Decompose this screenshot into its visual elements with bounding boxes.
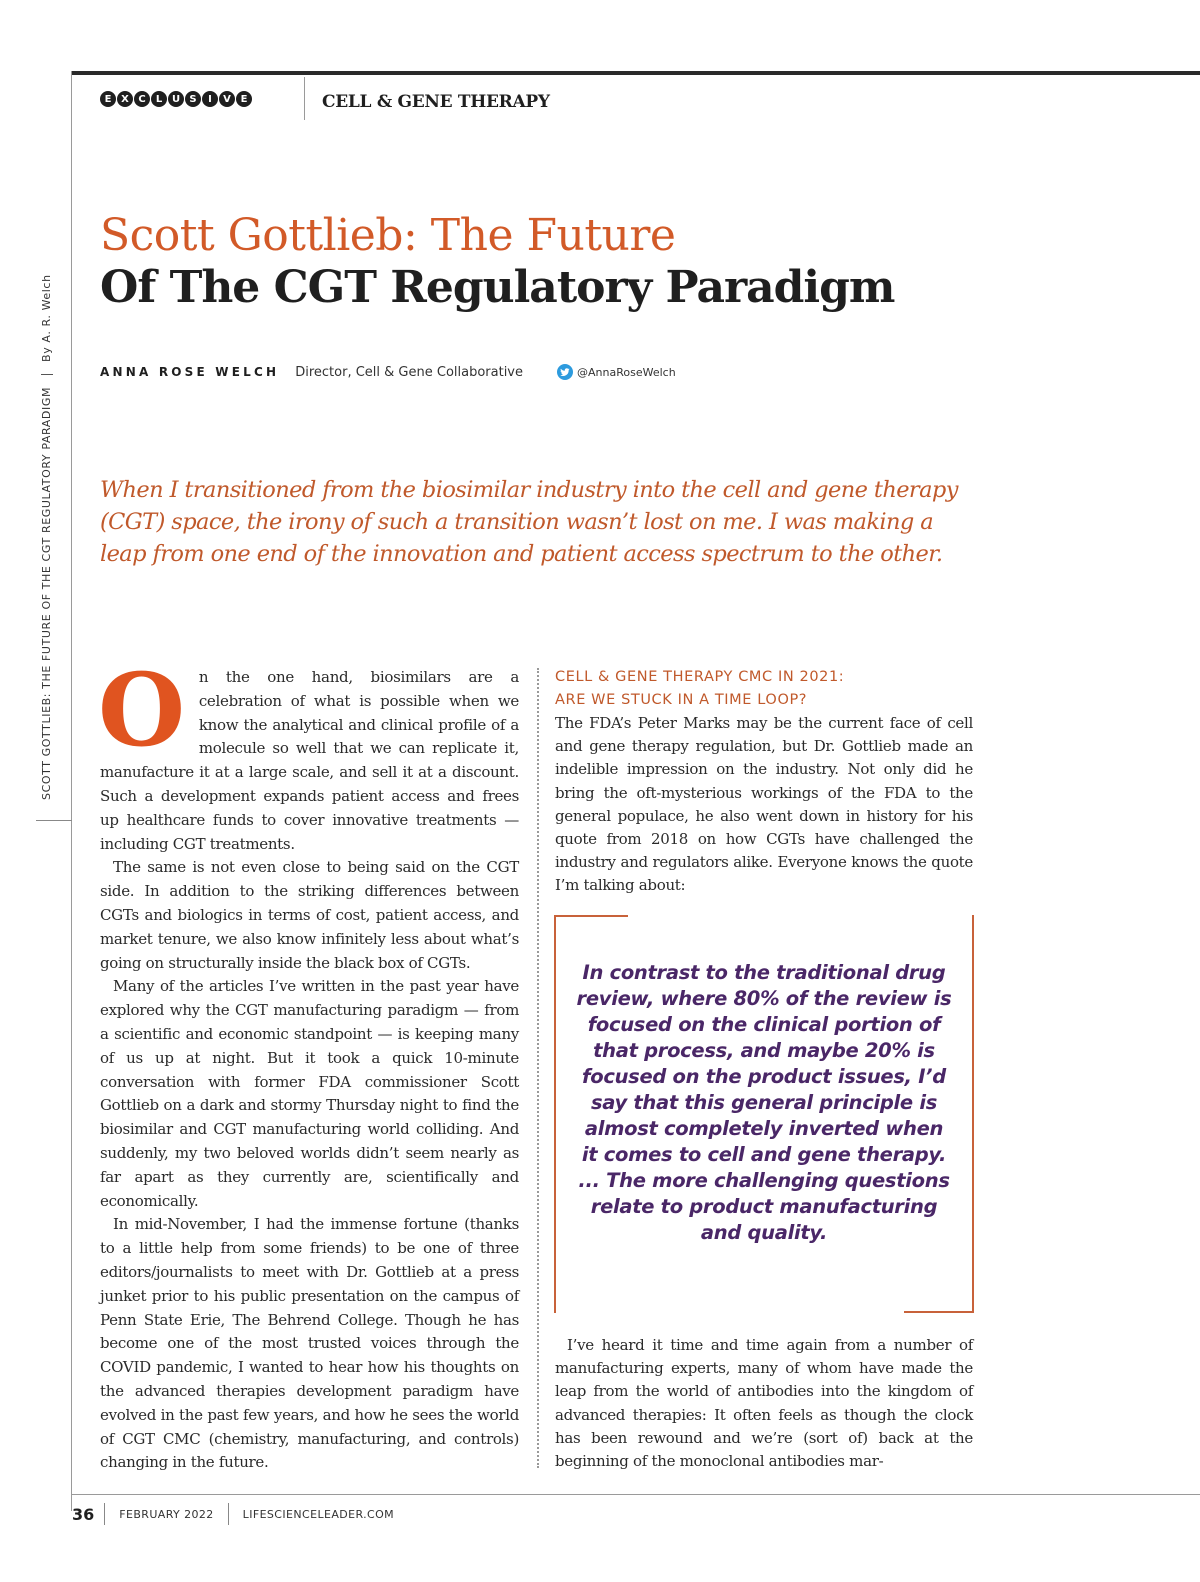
pull-quote-text: In contrast to the traditional drug review, where 80% of the review is focused on the clinical portion of that process, and maybe 20% is focused on the product issues, I’d say that this general principle is almost completely inverted when it comes to cell and gene therapy. ... The more challenging questions relate to product manufacturing and quality. xyxy=(576,961,952,1244)
pull-quote-border xyxy=(554,915,556,1313)
pull-quote-border xyxy=(972,915,974,1313)
left-margin-rule xyxy=(71,71,72,1511)
exclusive-letter: X xyxy=(117,91,133,107)
top-rule xyxy=(72,71,1200,75)
article-deck: When I transitioned from the biosimilar industry into the cell and gene therapy (CGT) space, the irony of such a transition wasn’t lost on me. I was making a leap from one end of the innovation and patient access spectrum to the other. xyxy=(100,477,958,567)
site-url[interactable]: LIFESCIENCELEADER.COM xyxy=(242,1507,395,1521)
sidebar-tick xyxy=(36,820,72,821)
sidebar-divider xyxy=(41,374,53,375)
body-column-1 xyxy=(98,651,519,1475)
paragraph: I’ve heard it time and time again from a number of manufacturing experts, many of whom have made the leap from the world of antibodies into the kingdom of advanced therapies: It often feels as though the clock has been rewound and we’re (sort of) back at the beginning of the monoclonal antibodies mar- xyxy=(555,1336,973,1471)
paragraph-text: n the one hand, biosimilars are a celebration of what is possible when we know the analytical and clinical profile of a molecule so well that we can replicate it, manufacture it at a large scale, and sell it at a discount. Such a development expands patient access and frees up healthcare funds to cover innovative treatments — including CGT treatments. xyxy=(100,668,519,853)
subhead xyxy=(555,666,973,712)
author-byline xyxy=(100,364,676,380)
paragraph xyxy=(98,651,519,856)
paragraph: Many of the articles I’ve written in the past year have explored why the CGT manufacturing paradigm — from a scientific and economic standpoint — is keeping many of us up at night. But it took a quick 10-minute conversation with former FDA commissioner Scott Gottlieb on a dark and stormy Thursday night to find the biosimilar and CGT manufacturing world colliding. And suddenly, my two beloved worlds didn’t seem nearly as far apart as they currently are, scientifically and economically. xyxy=(100,977,519,1210)
paragraph: The same is not even close to being said on the CGT side. In addition to the striking differences between CGTs and biologics in terms of cost, patient access, and market tenure, we also know infinitely less about what’s going on structurally inside the black box of CGTs. xyxy=(100,858,519,972)
pull-quote-box xyxy=(554,915,974,1313)
body-column-2 xyxy=(555,666,973,898)
exclusive-letter: V xyxy=(219,91,235,107)
issue-date: FEBRUARY 2022 xyxy=(119,1507,214,1521)
pull-quote-border xyxy=(554,915,628,917)
exclusive-letter: L xyxy=(151,91,167,107)
section-label: CELL & GENE THERAPY xyxy=(322,92,550,112)
subhead-line: ARE WE STUCK IN A TIME LOOP? xyxy=(555,692,808,708)
footer-divider xyxy=(228,1503,229,1525)
header-divider xyxy=(304,77,305,120)
sidebar-title: SCOTT GOTTLIEB: THE FUTURE OF THE CGT REGULATORY PARADIGM xyxy=(40,386,53,800)
author-role: Director, Cell & Gene Collaborative xyxy=(295,364,524,380)
headline-line-2: Of The CGT Regulatory Paradigm xyxy=(100,262,895,313)
page-footer xyxy=(72,1502,394,1526)
exclusive-badge xyxy=(100,91,252,107)
sidebar-byline: By A. R. Welch xyxy=(40,274,53,362)
sidebar-running-title xyxy=(40,240,53,800)
paragraph: In mid-November, I had the immense fortune (thanks to a little help from some friends) to be one of three editors/journalists to meet with Dr. Gottlieb at a press junket prior to his public presentation on the campus of Penn State Erie, The Behrend College. Though he has become one of the most trusted voices through the COVID pandemic, I wanted to hear how his thoughts on the advanced therapies development paradigm have evolved in the past few years, and how he sees the world of CGT CMC (chemistry, manufacturing, and controls) changing in the future. xyxy=(100,1215,519,1472)
twitter-handle: @AnnaRoseWelch xyxy=(577,365,676,379)
twitter-handle-link[interactable] xyxy=(557,364,676,380)
author-name: ANNA ROSE WELCH xyxy=(100,365,280,379)
headline-line-1: Scott Gottlieb: The Future xyxy=(100,210,676,261)
subhead-line: CELL & GENE THERAPY CMC IN 2021: xyxy=(555,669,845,685)
pull-quote-border xyxy=(904,1311,974,1313)
footer-rule xyxy=(72,1494,1200,1495)
drop-cap: O xyxy=(98,651,185,769)
twitter-bird-icon xyxy=(557,364,573,380)
page-number: 36 xyxy=(72,1504,95,1524)
exclusive-letter: I xyxy=(202,91,218,107)
exclusive-letter: E xyxy=(100,91,116,107)
footer-divider xyxy=(104,1503,105,1525)
exclusive-letter: S xyxy=(185,91,201,107)
exclusive-letter: C xyxy=(134,91,150,107)
paragraph: The FDA’s Peter Marks may be the current face of cell and gene therapy regulation, but Dr. Gottlieb made an indelible impression on the industry. Not only did he bring the oft-mysterious workings of the FDA to the general populace, he also went down in history for his quote from 2018 on how CGTs have challenged the industry and regulators alike. Everyone knows the quote I’m talking about: xyxy=(555,714,973,895)
exclusive-letter: U xyxy=(168,91,184,107)
exclusive-letter: E xyxy=(236,91,252,107)
column-divider xyxy=(537,668,539,1468)
